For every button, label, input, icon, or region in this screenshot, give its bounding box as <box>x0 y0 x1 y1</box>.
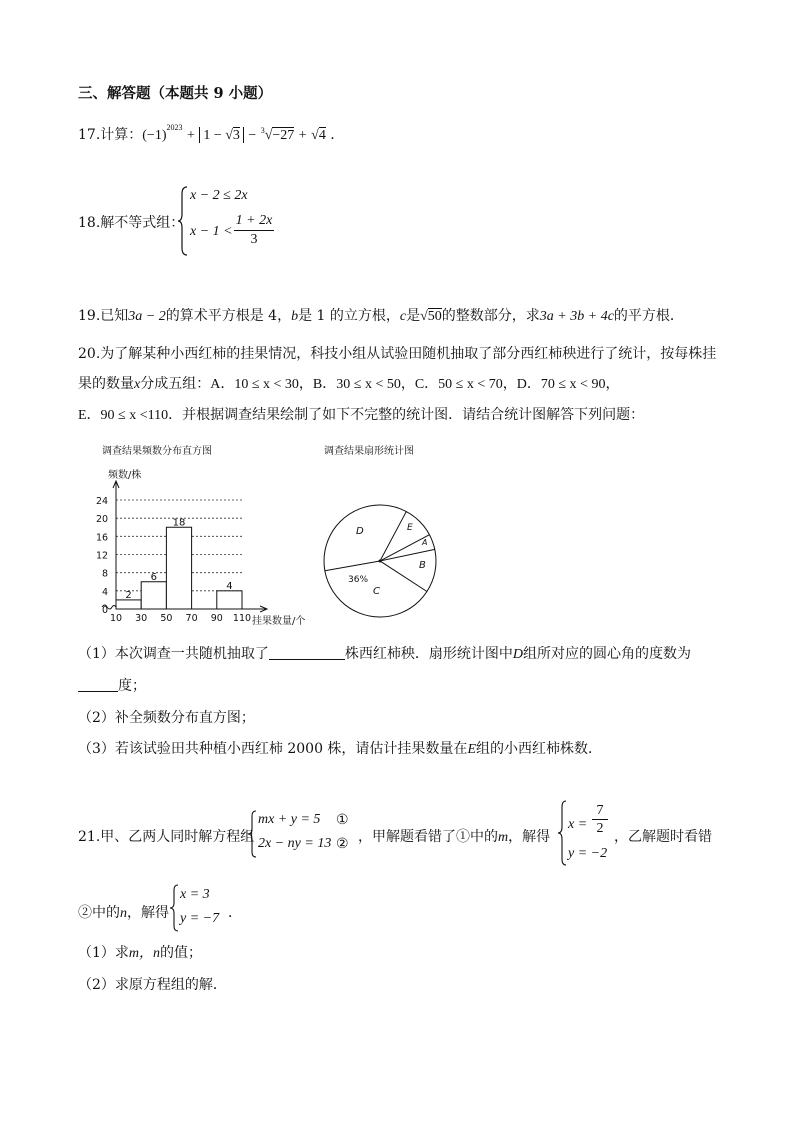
pie-title: 调查结果扇形统计图 <box>324 446 414 457</box>
q20-sub3: （3）若该试验田共种植小西红柿 2000 株，请估计挂果数量在E组的小西红柿株数． <box>78 741 602 757</box>
histogram-bar-1 <box>141 582 166 609</box>
q21-sub2: （2）求原方程组的解． <box>78 977 227 993</box>
histogram-y-tick-8: 8 <box>102 568 109 580</box>
brace-icon <box>558 800 567 866</box>
histogram-bars <box>116 527 242 609</box>
q17-sqrt4: √4 <box>311 128 326 143</box>
histogram-x-tick-30: 30 <box>135 613 148 624</box>
q18-system <box>178 186 278 258</box>
q21-text-g: ． <box>228 905 242 921</box>
histogram-title: 调查结果频数分布直方图 <box>102 446 212 457</box>
histogram-bar-4 <box>217 591 242 609</box>
histogram-y-tick-4: 4 <box>102 586 109 598</box>
pie-label-c: C <box>373 586 380 597</box>
question-18-lead: 18.解不等式组： <box>78 215 185 231</box>
q21-eq1: mx + y = 5 <box>258 812 321 827</box>
q20-blank-angle[interactable] <box>78 677 118 692</box>
q21-mark1: ① <box>336 813 349 828</box>
q21-text-d: ，乙解题时看错 <box>614 829 712 845</box>
q21-mark2: ② <box>336 837 349 852</box>
q17-number: 17. <box>78 127 101 143</box>
q21-solution-1: x = 7 2 y = −2 <box>558 800 618 868</box>
q17-minus: − <box>248 128 257 143</box>
q19-expr2: 3a + 3b + 4c <box>539 309 614 324</box>
q18-fraction: 1 + 2x 3 <box>235 213 273 247</box>
histogram-y-tick-20: 20 <box>96 514 109 526</box>
histogram-x-tick-10: 10 <box>109 613 123 624</box>
histogram-y-tick-24: 24 <box>96 496 109 507</box>
histogram-x-tick-50: 50 <box>160 613 173 624</box>
q17-sqrt3: √3 <box>225 128 240 143</box>
q21-sub1: （1）求m，n的值； <box>78 945 203 961</box>
histogram-x-tick-90: 90 <box>210 613 223 624</box>
histogram-x-tick-110: 110 <box>232 613 252 624</box>
histogram-chart <box>80 438 330 633</box>
q20-sub1-cont: 度； <box>78 676 146 696</box>
q17-cbrt: $^3$√−27 <box>260 126 295 143</box>
brace-icon <box>248 810 257 858</box>
q17-plus1: + <box>186 128 195 143</box>
pie-chart <box>318 438 468 623</box>
pie-label-d: D <box>356 526 364 537</box>
q18-ineq2-left: x − 1 < <box>190 224 233 239</box>
pie-slices <box>325 512 435 592</box>
q21-text-b: ，甲解题看错了①中的m，解得 <box>358 829 551 845</box>
q17-abs-value <box>199 127 244 143</box>
histogram-data-label-4: 4 <box>226 580 233 592</box>
q20-line1: 20.为了解某种小西红柿的挂果情况，科技小组从试验田随机抽取了部分西红柿秧进行了统计，按每株挂 <box>78 346 717 362</box>
q18-ineq1: x − 2 ≤ 2x <box>190 188 248 203</box>
histogram-xlabel: 挂果数量/个 <box>252 616 306 627</box>
pie-center-dot <box>379 560 382 563</box>
q21-eq2: 2x − ny = 13 <box>258 836 332 851</box>
q19-sqrt50: √50 <box>420 309 442 324</box>
histogram-data-label-2: 18 <box>172 517 186 529</box>
question-19: 19.已知3a − 2的算术平方根是 4，b是 1 的立方根，c是√50的整数部分，求3a + 3b + 4c的平方根． <box>78 308 684 324</box>
brace-icon <box>178 186 188 256</box>
histogram-x-ticks <box>110 613 251 624</box>
histogram-x-tick-70: 70 <box>185 613 198 624</box>
histogram-data-label-0: 2 <box>125 589 132 601</box>
q20-line3: E．90 ≤ x <110．并根据调查结果绘制了如下不完整的统计图．请结合统计图解答下列问题： <box>78 407 645 423</box>
histogram-y-ticks <box>96 496 108 616</box>
q20-blank-total[interactable] <box>269 645 345 660</box>
histogram-y-tick-16: 16 <box>96 532 109 544</box>
pie-label-b: B <box>419 560 426 571</box>
histogram-bar-0 <box>116 600 141 609</box>
histogram-bar-2 <box>166 527 191 609</box>
q21-solution-2: x = 3 y = −7 <box>170 884 230 932</box>
brace-icon <box>170 884 179 932</box>
section-title: 三、解答题（本题共 9 小题） <box>78 85 273 102</box>
q21-system <box>248 810 358 858</box>
q17-lead: 计算： <box>100 127 143 143</box>
q17-abs-inner: 1 − <box>203 128 226 143</box>
q20-line2: 果的数量x分成五组：A．10 ≤ x < 30，B．30 ≤ x < 50，C．50 ≤ x < 70，D．70 ≤ x < 90， <box>78 376 620 392</box>
q17-base: (−1) <box>142 128 167 143</box>
q17-plus2: + <box>298 128 307 143</box>
pie-label-e: E <box>407 523 413 533</box>
q21-lead: 21.甲、乙两人同时解方程组 <box>78 829 255 845</box>
q21-fraction: 7 2 <box>592 802 608 837</box>
pie-label-a: A <box>422 538 428 547</box>
q21-text-e: ②中的n，解得 <box>78 905 169 921</box>
pie-label-c-percent: 36% <box>348 575 369 585</box>
q20-sub2: （2）补全频数分布直方图； <box>78 710 255 726</box>
q17-exponent: 2023 <box>166 123 183 132</box>
pie-boundary-a-b <box>380 549 435 561</box>
q19-expr1: 3a − 2 <box>128 309 166 324</box>
histogram-y-tick-0: 0 <box>102 605 109 616</box>
q20-sub1: （1）本次调查一共随机抽取了 株西红柿秧．扇形统计图中D组所对应的圆心角的度数为 <box>78 646 692 662</box>
histogram-data-label-1: 6 <box>150 571 157 583</box>
question-17 <box>78 118 335 146</box>
q17-end: . <box>330 127 335 143</box>
pie-boundary-c-d <box>325 561 380 571</box>
histogram-y-tick-12: 12 <box>96 550 109 562</box>
histogram-ylabel: 频数/株 <box>108 470 142 481</box>
